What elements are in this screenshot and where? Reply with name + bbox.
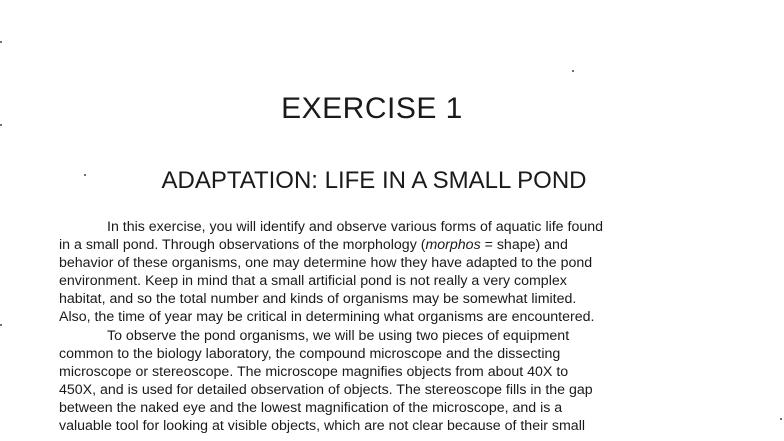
text-line: between the naked eye and the lowest magnification of the microscope, and is a — [59, 399, 563, 416]
text-line: To observe the pond organisms, we will be using two pieces of equipment — [107, 327, 570, 344]
text-line: habitat, and so the total number and kinds of organisms may be somewhat limited. — [59, 291, 577, 308]
text-segment: = shape) and — [480, 237, 568, 254]
scan-speck — [0, 41, 2, 43]
text-line: microscope or stereoscope. The microscope magnifies objects from about 40X to — [59, 363, 569, 380]
body-text — [59, 218, 699, 435]
exercise-title: EXERCISE 1 — [281, 92, 463, 125]
scan-speck — [572, 70, 574, 72]
text-line: valuable tool for looking at visible objects, which are not clear because of their small — [59, 418, 586, 435]
text-line: behavior of these organisms, one may determine how they have adapted to the pond — [59, 255, 593, 272]
text-line: In this exercise, you will identify and observe various forms of aquatic life found — [107, 219, 604, 235]
text-line: Also, the time of year may be critical in determining what organisms are encountered. — [59, 309, 595, 326]
italic-term: morphos — [425, 237, 481, 254]
text-line: common to the biology laboratory, the compound microscope and the dissecting — [59, 345, 561, 362]
text-line — [59, 236, 699, 254]
scan-speck — [780, 418, 782, 420]
exercise-subtitle: ADAPTATION: LIFE IN A SMALL POND — [161, 167, 587, 194]
text-line: 450X, and is used for detailed observation of objects. The stereoscope fills in the gap — [59, 381, 593, 398]
text-segment: in a small pond. Through observations of the morphology ( — [59, 237, 426, 254]
text-line: environment. Keep in mind that a small artificial pond is not really a very complex — [59, 273, 567, 290]
scan-speck — [0, 324, 2, 326]
